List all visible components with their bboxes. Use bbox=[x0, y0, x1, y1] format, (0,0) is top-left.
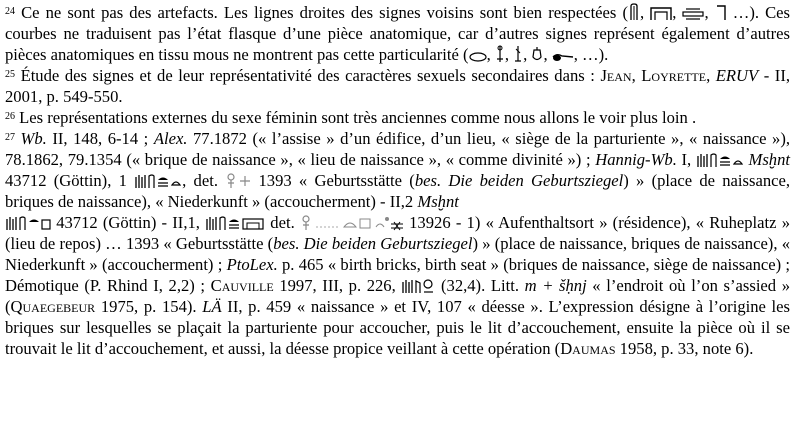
hieroglyph-determinative-icon bbox=[225, 173, 251, 189]
hieroglyph-msxnt-group-icon bbox=[205, 215, 265, 231]
footnote-number: 27 bbox=[5, 132, 15, 143]
hieroglyph-leg-icon bbox=[495, 45, 505, 63]
footnote-number: 25 bbox=[5, 69, 15, 80]
footnote-27: $^{27}$ Wb. II, 148, 6-14 ; Alex. 77.1872 (« l’assise » d’un édifice, d’un lieu, « siège de la parturiente », « naissance »), 78.1862, 79.1354 (« brique de naissance », « lieu de naissance », « comme divinité ») ; Hannig-Wb. I, Msḫnt 43712 (Göttin), 1 , det. 1393 « Geburtsstätte (bes. Die beiden Geburtsziegel) » (place de naissance, briques de naissance), « Niederkunft » (accoucherment) - II,2 Msḫnt 43712 (Göttin) - II,1, det. 13926 - 1) « Aufenthaltsort » (résidence), « Ruheplatz » (lieu de repos) … 1393 « Geburtsstätte (bes. Die beiden Geburtsziegel) » (place de naissance, briques de naissance), « Niederkunft » (accoucherment) ; PtoLex. p. 465 « birth bricks, birth seat » (briques de naissance, siège de naissance) ; Démotique (P. Rhind I, 2,2) ; Cauville 1997, III, p. 226, (32,4). Litt. m + šḥnj « l’endroit où l’on s’assied » (Quaegebeur 1975, p. 154). LÄ II, p. 459 « naissance » et IV, 107 « déesse ». L’expression désigne à l’origine les briques sur lesquelles se plaçait la parturiente pour accoucher, puis le lit d’accouchement, ensuite la pièce où il se trouvait le lit d’accouchement, et aussi, la déesse propice veillant à cette opération (Daumas 1958, p. 33, note 6). bbox=[5, 129, 791, 358]
footnote-26: $^{26}$ Les représentations externes du sexe féminin sont très anciennes comme nous allons le voir plus loin . bbox=[5, 108, 697, 127]
hieroglyph-heart-icon bbox=[531, 45, 543, 63]
hieroglyph-msxnt-group-icon bbox=[5, 215, 51, 231]
hieroglyph-msxnt-group-icon bbox=[696, 152, 744, 168]
hieroglyph-hook-icon bbox=[715, 3, 727, 21]
hieroglyph-box-icon bbox=[650, 5, 672, 21]
hieroglyph-tie-icon bbox=[513, 45, 523, 63]
hieroglyph-phallus-icon bbox=[552, 51, 574, 63]
hieroglyph-determinative-icon bbox=[300, 215, 390, 231]
hieroglyph-bolt-icon bbox=[682, 7, 704, 21]
footnote-number: 24 bbox=[5, 6, 15, 17]
footnote-24: $^{24}$ Ce ne sont pas des artefacts. Les lignes droites des signes voisins sont bien respectées ( , , , …). Ces courbes ne traduisent pas l’état flasque d’une pièce anatomique, car d’autres signes représent également d’autres pièces anatomiques en tissu mous ne montrent pas cette particularité ( , , , , , …). bbox=[5, 3, 791, 64]
footnote-25: $^{25}$ Étude des signes et de leur représentativité des caractères sexuels secondaires dans : Jean, Loyrette, ERUV - II, 2001, p. 549-550. bbox=[5, 66, 790, 106]
footnote-number: 26 bbox=[5, 111, 15, 122]
hieroglyph-msxnt-group-icon bbox=[134, 173, 182, 189]
hieroglyph-demotic-group-icon bbox=[401, 278, 435, 294]
hieroglyph-doorpost-icon bbox=[628, 3, 640, 21]
hieroglyph-bolt-icon bbox=[390, 221, 404, 231]
hieroglyph-mouth-icon bbox=[469, 51, 487, 63]
